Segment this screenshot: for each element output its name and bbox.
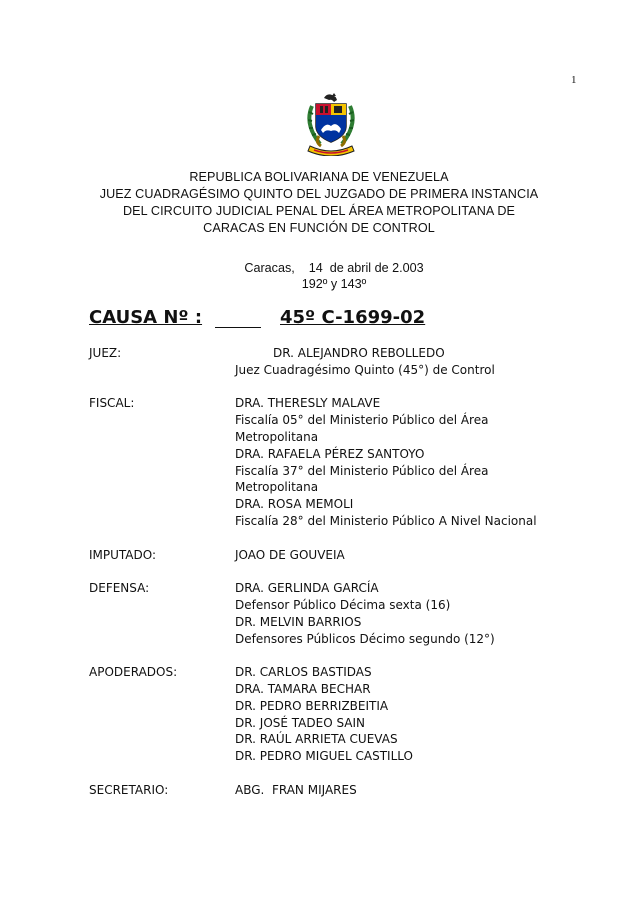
party-label: FISCAL: <box>89 396 135 411</box>
years: 192º y 143º <box>301 277 367 291</box>
header-line: DEL CIRCUITO JUDICIAL PENAL DEL ÁREA METROPOLITANA DE <box>122 204 516 218</box>
party-line: DR. CARLOS BASTIDAS <box>235 665 372 680</box>
party-label: IMPUTADO: <box>89 547 157 562</box>
causa-label: CAUSA Nº : <box>89 307 203 328</box>
party-secretario <box>89 782 537 799</box>
party-juez <box>89 345 537 379</box>
header-line: JUEZ CUADRAGÉSIMO QUINTO DEL JUZGADO DE PRIMERA INSTANCIA <box>99 187 539 201</box>
party-label: DEFENSA: <box>89 581 150 596</box>
party-line: DR. RAÚL ARRIETA CUEVAS <box>235 732 398 747</box>
party-line: DR. PEDRO MIGUEL CASTILLO <box>235 749 413 764</box>
place-date: Caracas, 14 de abril de 2.003 <box>244 261 424 275</box>
party-line: JOAO DE GOUVEIA <box>235 547 345 562</box>
header-line: CARACAS EN FUNCIÓN DE CONTROL <box>203 221 435 235</box>
party-line: DR. PEDRO BERRIZBEITIA <box>235 698 389 713</box>
party-line: DRA. ROSA MEMOLI <box>235 497 354 512</box>
party-line: Fiscalía 28° del Ministerio Público A Nivel Nacional <box>235 513 537 528</box>
dateline <box>0 260 638 292</box>
parties-list <box>89 345 537 815</box>
party-defensa <box>89 580 537 647</box>
court-header <box>0 169 638 237</box>
party-line: Metropolitana <box>235 480 319 495</box>
party-fiscal <box>89 395 537 529</box>
party-label: SECRETARIO: <box>89 782 169 797</box>
party-line: DRA. RAFAELA PÉREZ SANTOYO <box>235 446 425 461</box>
party-line: DR. ALEJANDRO REBOLLEDO <box>273 346 445 360</box>
party-line: Defensor Público Décima sexta (16) <box>235 597 451 612</box>
causa-underline <box>215 327 261 328</box>
party-line: DRA. GERLINDA GARCÍA <box>235 581 379 596</box>
party-apoderados <box>89 664 537 765</box>
coat-of-arms-venezuela-icon <box>302 92 360 156</box>
party-label: APODERADOS: <box>89 665 178 680</box>
party-line: DR. MELVIN BARRIOS <box>235 614 362 629</box>
party-label: JUEZ: <box>89 346 122 360</box>
causa-number: 45º C-1699-02 <box>280 307 426 328</box>
party-line: DRA. THERESLY MALAVE <box>235 396 381 411</box>
party-line: Juez Cuadragésimo Quinto (45°) de Control <box>235 362 495 377</box>
party-line: DR. JOSÉ TADEO SAIN <box>235 715 366 730</box>
party-line: Fiscalía 05° del Ministerio Público del Área <box>235 413 489 428</box>
party-line: Fiscalía 37° del Ministerio Público del Área <box>235 463 489 478</box>
party-imputado <box>89 547 537 564</box>
party-line: DRA. TAMARA BECHAR <box>235 681 371 696</box>
header-line: REPUBLICA BOLIVARIANA DE VENEZUELA <box>189 170 449 184</box>
party-line: Metropolitana <box>235 429 319 444</box>
party-line: ABG. FRAN MIJARES <box>235 782 357 797</box>
party-line: Defensores Públicos Décimo segundo (12°) <box>235 631 495 646</box>
page-number: 1 <box>571 74 577 86</box>
